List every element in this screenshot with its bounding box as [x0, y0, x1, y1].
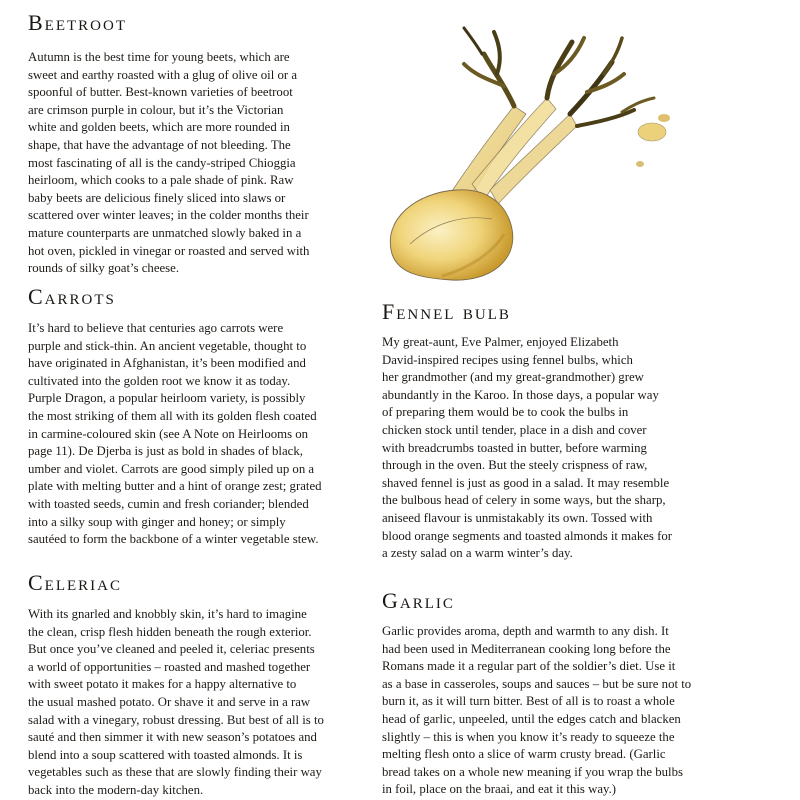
beetroot-line: Autumn is the best time for young beets, which are: [28, 50, 290, 64]
celeriac-line: vegetables such as these that are slowly finding their way: [28, 765, 322, 780]
fennel-heading: Fennel bulb: [382, 299, 511, 324]
fennel-line: blood orange segments and toasted almonds it makes for: [382, 528, 672, 543]
carrots-line: page 11). De Djerba is just as bold in shades of black,: [28, 444, 303, 459]
celeriac-line: with sweet potato it makes for a happy alternative to: [28, 677, 297, 692]
celeriac-line: the usual mashed potato. Or shave it and serve in a raw: [28, 694, 311, 709]
beetroot-line: rounds of silky goat’s cheese.: [28, 261, 180, 276]
carrots-line: umber and violet. Carrots are good simply piled up on a: [28, 461, 315, 476]
carrots-line: with toasted seeds, cumin and fresh coriander; blended: [28, 496, 309, 511]
beetroot-heading: Beetroot: [28, 10, 127, 35]
fennel-line: the bulbous head of celery in some ways, but the sharp,: [382, 493, 666, 508]
beetroot-line: most fascinating of all is the candy-striped Chioggia: [28, 155, 296, 170]
beetroot-line: shape, that have the advantage of not bleeding. The: [28, 137, 291, 152]
celeriac-line: salad with a vinegary, robust dressing. But best of all is to: [28, 712, 324, 727]
fennel-bulb-illustration: [372, 14, 677, 302]
carrots-line: the most striking of them all with its golden flesh coated: [28, 408, 317, 423]
garlic-line: in foil, place on the braai, and eat it this way.): [382, 782, 617, 797]
garlic-line: Garlic provides aroma, depth and warmth to any dish. It: [382, 624, 669, 638]
fennel-line: abundantly in the Karoo. In those days, a popular way: [382, 387, 659, 402]
fennel-body: [382, 334, 672, 563]
garlic-body: [382, 623, 691, 799]
carrots-body: [28, 320, 322, 549]
carrots-line: have originated in Afghanistan, it’s been modified and: [28, 356, 306, 371]
garlic-line: melting flesh onto a slice of warm crusty bread. (Garlic: [382, 747, 666, 762]
carrots-line: plate with melting butter and a hint of orange zest; grated: [28, 479, 322, 494]
garlic-line: bread takes on a whole new meaning if you wrap the bulbs: [382, 764, 683, 779]
celeriac-line: But once you’ve cleaned and peeled it, celeriac presents: [28, 642, 315, 657]
fennel-line: chicken stock until tender, place in a dish and cover: [382, 422, 647, 437]
carrots-line: in carmine-coloured skin (see A Note on Heirlooms on: [28, 426, 309, 441]
celeriac-heading: Celeriac: [28, 570, 122, 595]
fennel-bulb: [390, 190, 513, 280]
carrots-line: It’s hard to believe that centuries ago carrots were: [28, 321, 284, 335]
celeriac-line: With its gnarled and knobbly skin, it’s hard to imagine: [28, 607, 307, 621]
carrots-line: Purple Dragon, a popular heirloom variety, is possibly: [28, 391, 306, 406]
celeriac-line: the clean, crisp flesh hidden beneath the rough exterior.: [28, 624, 312, 639]
beetroot-line: spoonful of butter. Best-known varieties of beetroot: [28, 85, 293, 100]
beetroot-line: heirloom, which cooks to a pale shade of pink. Raw: [28, 173, 294, 188]
fennel-leaf-fleck: [636, 161, 644, 167]
beetroot-line: white and golden beets, which are more rounded in: [28, 120, 290, 135]
garlic-line: Romans made it a regular part of the soldier’s diet. Use it: [382, 659, 676, 674]
beetroot-line: baby beets are delicious finely sliced into slaws or: [28, 190, 286, 205]
carrots-line: purple and stick-thin. An ancient vegetable, thought to: [28, 338, 307, 353]
carrots-line: sautéed to form the backbone of a winter vegetable stew.: [28, 532, 319, 547]
fennel-line: My great-aunt, Eve Palmer, enjoyed Elizabeth: [382, 335, 619, 349]
garlic-line: had been used in Mediterranean cooking long before the: [382, 641, 671, 656]
celeriac-line: back into the modern-day kitchen.: [28, 782, 204, 797]
garlic-line: burn it, as it will turn bitter. Best of all is to roast a whole: [382, 694, 675, 709]
garlic-line: slightly – this is when you know it’s ready to squeeze the: [382, 729, 675, 744]
beetroot-line: hot oven, pickled in vinegar or roasted and served with: [28, 243, 310, 258]
fennel-line: through in the oven. But the steely crispness of raw,: [382, 458, 648, 473]
beetroot-line: mature counterparts are unmatched slowly baked in a: [28, 225, 302, 240]
fennel-leaf-fleck: [658, 114, 670, 122]
fennel-line: with breadcrumbs toasted in butter, before warming: [382, 440, 647, 455]
celeriac-body: [28, 606, 324, 800]
carrots-line: cultivated into the golden root we know it as today.: [28, 373, 291, 388]
fennel-line: her grandmother (and my great-grandmother) grew: [382, 370, 644, 385]
fennel-line: David-inspired recipes using fennel bulbs, which: [382, 352, 633, 367]
fennel-leaf-fleck: [638, 123, 666, 141]
fennel-line: aniseed flavour is unmistakably its own. Tossed with: [382, 510, 653, 525]
celeriac-line: blend into a soup scattered with toasted almonds. It is: [28, 747, 303, 762]
beetroot-line: scattered over winter leaves; in the colder months their: [28, 208, 309, 223]
garlic-line: as a base in casseroles, soups and sauces – but be sure not to: [382, 676, 692, 691]
fennel-line: shaved fennel is just as good in a salad. It may resemble: [382, 475, 670, 490]
beetroot-line: sweet and earthy roasted with a glug of olive oil or a: [28, 67, 298, 82]
beetroot-line: are crimson purple in colour, but it’s the Victorian: [28, 102, 284, 117]
garlic-line: head of garlic, unpeeled, until the edges catch and blacken: [382, 711, 681, 726]
carrots-line: into a silky soup with ginger and honey; or simply: [28, 514, 286, 529]
carrots-heading: Carrots: [28, 284, 116, 309]
celeriac-line: sauté and then simmer it with new season’s potatoes and: [28, 730, 317, 745]
fennel-line: of preparing them would be to cook the bulbs in: [382, 405, 629, 420]
beetroot-body: [28, 49, 309, 278]
celeriac-line: a world of opportunities – roasted and mashed together: [28, 659, 311, 674]
fennel-fronds: [464, 28, 654, 126]
fennel-line: a zesty salad on a warm winter’s day.: [382, 546, 573, 561]
garlic-heading: Garlic: [382, 588, 455, 613]
